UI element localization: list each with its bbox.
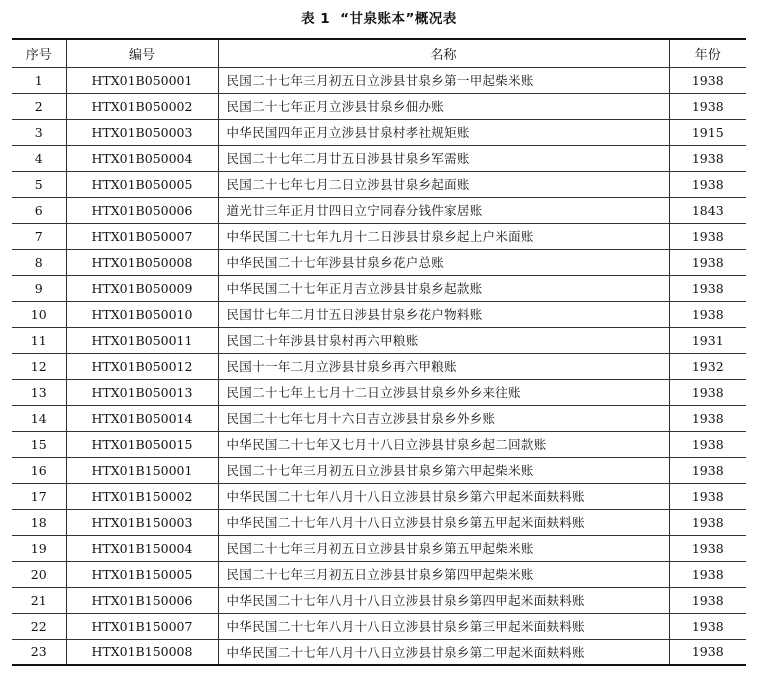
row-year-cell: 1938 xyxy=(669,535,746,561)
row-name-cell: 民国二十七年七月十六日吉立涉县甘泉乡外乡账 xyxy=(218,405,669,431)
table-row xyxy=(12,457,746,483)
row-year-cell: 1843 xyxy=(669,197,746,223)
row-seq-cell: 17 xyxy=(12,483,66,509)
row-code-cell: HTX01B050003 xyxy=(66,119,218,145)
table-body xyxy=(12,67,746,665)
row-code-cell: HTX01B150007 xyxy=(66,613,218,639)
row-seq-cell: 15 xyxy=(12,431,66,457)
row-code-cell: HTX01B150005 xyxy=(66,561,218,587)
row-year-cell: 1938 xyxy=(669,301,746,327)
row-seq-cell: 4 xyxy=(12,145,66,171)
row-seq-cell: 7 xyxy=(12,223,66,249)
table-row xyxy=(12,301,746,327)
table-row xyxy=(12,587,746,613)
row-code-cell: HTX01B150008 xyxy=(66,639,218,665)
table-row xyxy=(12,171,746,197)
row-year-cell: 1938 xyxy=(669,457,746,483)
row-seq-cell: 14 xyxy=(12,405,66,431)
overview-table xyxy=(12,38,746,666)
row-year-cell: 1938 xyxy=(669,561,746,587)
table-row xyxy=(12,405,746,431)
row-code-cell: HTX01B050014 xyxy=(66,405,218,431)
row-name-cell: 民国二十七年三月初五日立涉县甘泉乡第四甲起柴米账 xyxy=(218,561,669,587)
row-year-cell: 1938 xyxy=(669,249,746,275)
row-seq-cell: 1 xyxy=(12,67,66,93)
row-code-cell: HTX01B050015 xyxy=(66,431,218,457)
row-year-cell: 1938 xyxy=(669,639,746,665)
row-name-cell: 中华民国二十七年八月十八日立涉县甘泉乡第二甲起米面麸料账 xyxy=(218,639,669,665)
row-year-cell: 1938 xyxy=(669,145,746,171)
row-year-cell: 1938 xyxy=(669,223,746,249)
table-row xyxy=(12,145,746,171)
row-code-cell: HTX01B050004 xyxy=(66,145,218,171)
row-seq-cell: 8 xyxy=(12,249,66,275)
table-row xyxy=(12,93,746,119)
table-row xyxy=(12,197,746,223)
row-year-cell: 1938 xyxy=(669,379,746,405)
row-year-cell: 1938 xyxy=(669,509,746,535)
row-year-cell: 1938 xyxy=(669,613,746,639)
row-seq-cell: 5 xyxy=(12,171,66,197)
row-seq-cell: 10 xyxy=(12,301,66,327)
header-seq: 序号 xyxy=(12,39,66,67)
row-seq-cell: 23 xyxy=(12,639,66,665)
caption-title: “甘泉账本”概况表 xyxy=(340,11,457,27)
row-name-cell: 民国二十七年七月二日立涉县甘泉乡起面账 xyxy=(218,171,669,197)
row-name-cell: 道光廿三年正月廿四日立宁同春分钱件家居账 xyxy=(218,197,669,223)
table-row xyxy=(12,67,746,93)
row-seq-cell: 6 xyxy=(12,197,66,223)
row-year-cell: 1931 xyxy=(669,327,746,353)
row-name-cell: 中华民国二十七年九月十二日涉县甘泉乡起上户米面账 xyxy=(218,223,669,249)
row-name-cell: 中华民国二十七年八月十八日立涉县甘泉乡第五甲起米面麸料账 xyxy=(218,509,669,535)
caption-label: 表 1 xyxy=(301,11,331,27)
row-code-cell: HTX01B150006 xyxy=(66,587,218,613)
row-name-cell: 民国廿七年二月廿五日涉县甘泉乡花户物料账 xyxy=(218,301,669,327)
row-seq-cell: 20 xyxy=(12,561,66,587)
row-name-cell: 中华民国二十七年涉县甘泉乡花户总账 xyxy=(218,249,669,275)
row-seq-cell: 12 xyxy=(12,353,66,379)
table-row xyxy=(12,353,746,379)
row-name-cell: 中华民国四年正月立涉县甘泉村孝社规矩账 xyxy=(218,119,669,145)
table-row xyxy=(12,223,746,249)
row-code-cell: HTX01B050005 xyxy=(66,171,218,197)
row-code-cell: HTX01B050010 xyxy=(66,301,218,327)
row-code-cell: HTX01B050007 xyxy=(66,223,218,249)
row-code-cell: HTX01B150004 xyxy=(66,535,218,561)
row-name-cell: 中华民国二十七年八月十八日立涉县甘泉乡第三甲起米面麸料账 xyxy=(218,613,669,639)
table-row xyxy=(12,249,746,275)
row-name-cell: 中华民国二十七年八月十八日立涉县甘泉乡第四甲起米面麸料账 xyxy=(218,587,669,613)
row-year-cell: 1938 xyxy=(669,405,746,431)
row-code-cell: HTX01B150003 xyxy=(66,509,218,535)
table-row xyxy=(12,509,746,535)
row-seq-cell: 16 xyxy=(12,457,66,483)
row-name-cell: 民国二十七年二月廿五日涉县甘泉乡军需账 xyxy=(218,145,669,171)
row-year-cell: 1932 xyxy=(669,353,746,379)
row-year-cell: 1938 xyxy=(669,587,746,613)
row-seq-cell: 19 xyxy=(12,535,66,561)
header-code: 编号 xyxy=(66,39,218,67)
table-caption xyxy=(0,10,758,28)
row-seq-cell: 22 xyxy=(12,613,66,639)
row-name-cell: 民国二十年涉县甘泉村再六甲粮账 xyxy=(218,327,669,353)
row-code-cell: HTX01B150001 xyxy=(66,457,218,483)
header-year: 年份 xyxy=(669,39,746,67)
row-name-cell: 民国二十七年上七月十二日立涉县甘泉乡外乡来往账 xyxy=(218,379,669,405)
table-row xyxy=(12,483,746,509)
row-code-cell: HTX01B050001 xyxy=(66,67,218,93)
table-row xyxy=(12,431,746,457)
row-year-cell: 1938 xyxy=(669,275,746,301)
row-name-cell: 民国二十七年三月初五日立涉县甘泉乡第五甲起柴米账 xyxy=(218,535,669,561)
row-seq-cell: 3 xyxy=(12,119,66,145)
row-name-cell: 中华民国二十七年正月吉立涉县甘泉乡起款账 xyxy=(218,275,669,301)
row-year-cell: 1938 xyxy=(669,431,746,457)
row-code-cell: HTX01B050012 xyxy=(66,353,218,379)
row-name-cell: 民国二十七年三月初五日立涉县甘泉乡第六甲起柴米账 xyxy=(218,457,669,483)
row-name-cell: 民国二十七年三月初五日立涉县甘泉乡第一甲起柴米账 xyxy=(218,67,669,93)
table-row xyxy=(12,275,746,301)
row-seq-cell: 13 xyxy=(12,379,66,405)
table-row xyxy=(12,535,746,561)
row-code-cell: HTX01B050009 xyxy=(66,275,218,301)
row-year-cell: 1915 xyxy=(669,119,746,145)
row-year-cell: 1938 xyxy=(669,67,746,93)
table-row xyxy=(12,379,746,405)
table-row xyxy=(12,561,746,587)
row-year-cell: 1938 xyxy=(669,171,746,197)
table-header-row xyxy=(12,39,746,67)
row-seq-cell: 2 xyxy=(12,93,66,119)
row-name-cell: 民国十一年二月立涉县甘泉乡再六甲粮账 xyxy=(218,353,669,379)
row-name-cell: 中华民国二十七年八月十八日立涉县甘泉乡第六甲起米面麸料账 xyxy=(218,483,669,509)
row-name-cell: 中华民国二十七年又七月十八日立涉县甘泉乡起二回款账 xyxy=(218,431,669,457)
row-code-cell: HTX01B050006 xyxy=(66,197,218,223)
table-row xyxy=(12,119,746,145)
table-row xyxy=(12,613,746,639)
header-name: 名称 xyxy=(218,39,669,67)
row-code-cell: HTX01B150002 xyxy=(66,483,218,509)
row-code-cell: HTX01B050011 xyxy=(66,327,218,353)
row-year-cell: 1938 xyxy=(669,483,746,509)
table-row xyxy=(12,639,746,665)
row-seq-cell: 9 xyxy=(12,275,66,301)
row-name-cell: 民国二十七年正月立涉县甘泉乡佃办账 xyxy=(218,93,669,119)
row-code-cell: HTX01B050002 xyxy=(66,93,218,119)
row-code-cell: HTX01B050013 xyxy=(66,379,218,405)
row-code-cell: HTX01B050008 xyxy=(66,249,218,275)
table-row xyxy=(12,327,746,353)
row-seq-cell: 21 xyxy=(12,587,66,613)
row-seq-cell: 11 xyxy=(12,327,66,353)
row-year-cell: 1938 xyxy=(669,93,746,119)
row-seq-cell: 18 xyxy=(12,509,66,535)
